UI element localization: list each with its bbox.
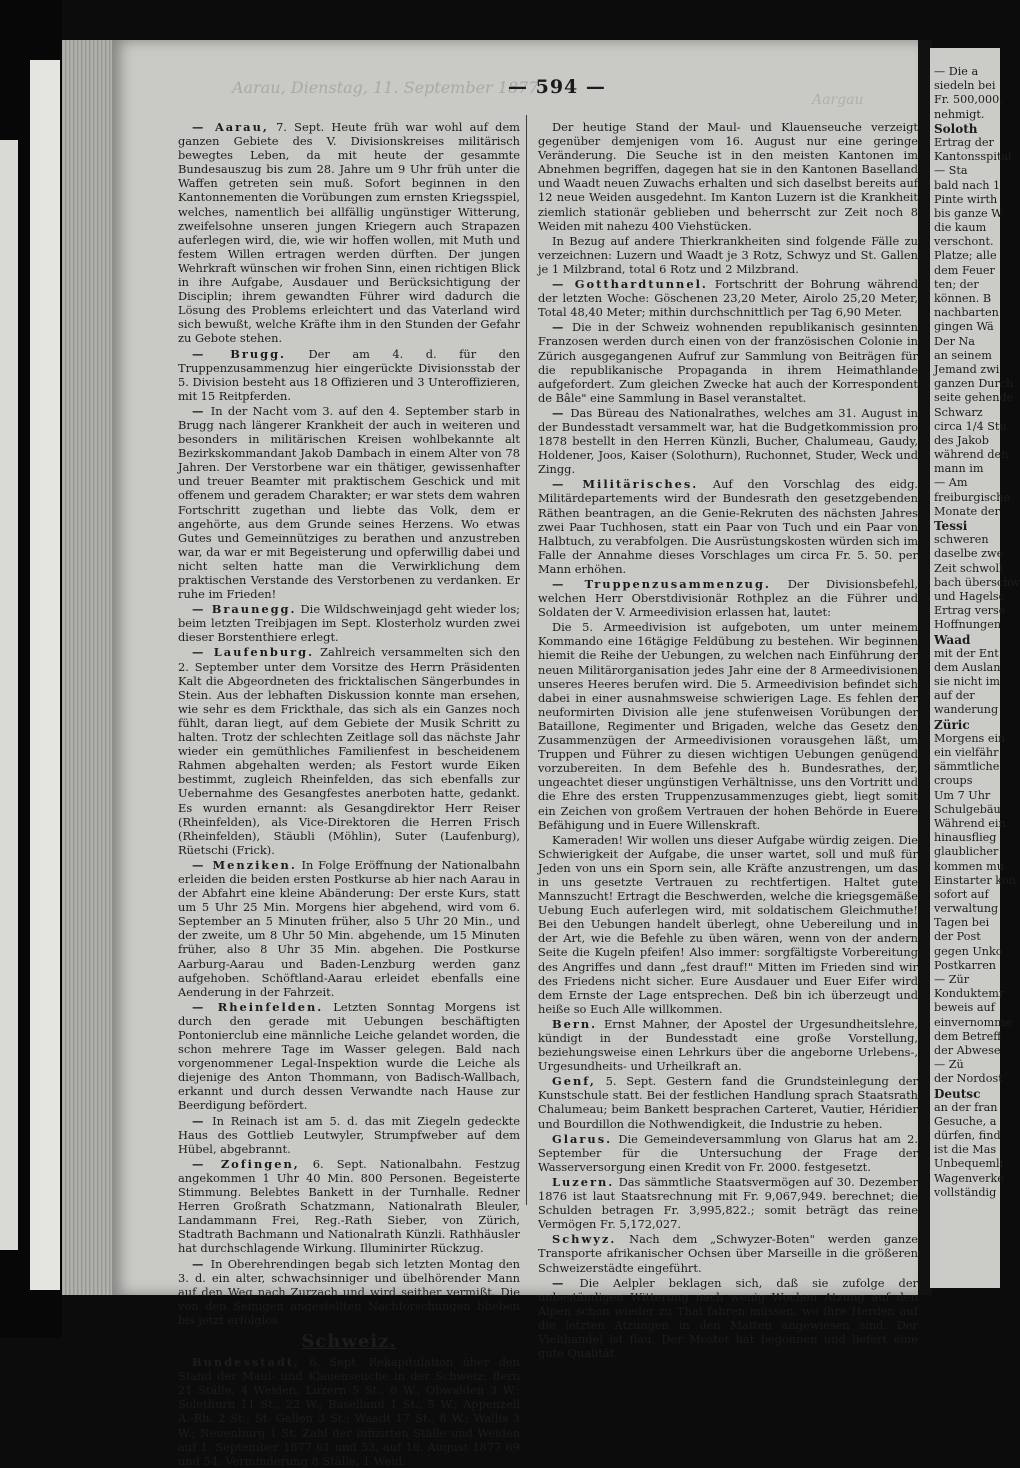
adjacent-line: sofort auf (934, 887, 989, 901)
adjacent-line: Konduktemr (934, 987, 1005, 1001)
adjacent-line: mann im (934, 462, 984, 476)
article-text: Das sämmtliche Staatsvermögen auf 30. Dezember 1876 ist laut Staatsrechnung mit Fr. 9,067,949. berechnet; die Schulden betragen Fr. 3,995,822.; somit beträgt das reine Vermögen Fr. 5,172,027. (538, 1174, 918, 1232)
adjacent-line: an der fran (934, 1100, 998, 1114)
adjacent-line: croups (934, 774, 973, 788)
adjacent-line: beweis auf (934, 1001, 995, 1015)
adjacent-line: — Zür (934, 973, 970, 986)
article-lead: — Laufenburg. (192, 645, 315, 660)
article-text: In Oberehrendingen begab sich letzten Montag den 3. d. ein alter, schwachsinniger und übelhörender Mann auf den Weg nach Zurzach und wird seither vermißt. Die von den Seinigen angestellten Nachforschungen blieben bis jetzt erfolglos. (178, 1256, 520, 1327)
adjacent-line: seite gehende (934, 391, 1014, 405)
article-paragraph (538, 277, 918, 319)
left-column (178, 120, 521, 1468)
adjacent-line: Einstarter kon (934, 873, 1016, 887)
article-lead: Bern. (552, 1016, 598, 1031)
adjacent-line: Jemand zwi (934, 362, 1000, 376)
adjacent-line: Pinte wirth (934, 192, 998, 206)
article-text: Die Aelpler beklagen sich, daß sie zufolge der unbeständigen Witterung nach wenig Wochen Atzung auf den Alpen schon wieder zu Thal fahren müssen, wo ihre Herden auf die letzten Atzungen in den Matten angewiesen sind. Der Viehhandel ist flau. Der Mostet hat begonnen und liefert eine gute Qualität. (538, 1275, 919, 1361)
left-white-edge (0, 140, 18, 1250)
page-number: — 594 — (508, 76, 606, 98)
page-header (112, 70, 920, 110)
article-paragraph (538, 1017, 918, 1073)
article-lead: Genf, (552, 1074, 596, 1089)
article-paragraph (178, 1355, 520, 1468)
adjacent-line: daselbe zwe (934, 547, 1004, 561)
article-paragraph (538, 477, 918, 576)
column-rule (526, 115, 527, 1205)
article-text: 5. Sept. Gestern fand die Grundsteinlegung der Kunstschule statt. Bei der festlichen Handlung sprach Staatsrath Chalumeau; beim Bankett besprachen Carteret, Vautier, Héridier und Bourdillon die Nothwendigkeit, die Industrie zu heben. (538, 1074, 918, 1131)
article-lead: Luzern. (552, 1174, 615, 1189)
article-lead: Schwyz. (552, 1232, 617, 1247)
adjacent-line: Ertrag verse (934, 604, 1006, 618)
article-lead: — (552, 320, 566, 335)
article-paragraph (178, 602, 520, 644)
article-lead: — Braunegg. (192, 602, 297, 617)
right-column (538, 120, 919, 1361)
adjacent-line: gingen Wä (934, 320, 994, 334)
article-text: Letzten Sonntag Morgens ist durch den gerade mit Uebungen beschäftigten Pontonierclub eine männliche Leiche gelandet worden, die schon mehrere Tage im Wasser gelegen. Bald nach vorgenommener Legal-Inspektion wurde die Leiche als diejenige des Anton Thommann, von Badisch-Wallbach, erkannt und durch dessen Verwandte nach Hause zur Beerdigung befördert. (178, 999, 521, 1113)
article-text: 7. Sept. Heute früh war wohl auf dem ganzen Gebiete des V. Divisionskreises militärisch bewegtes Leben, da mit heute der gesammte Bundesauszug bis zum 28. Jahre um 9 Uhr früh unter die Waffen getreten sein muß. Sofort beginnen in den Kantonnementen die Vorübungen zum ernsten Kriegsspiel, welches, namentlich bei allfällig ungünstiger Witterung, zweifelsohne unseren jungen Kriegern auch Strapazen auferlegen wird, die, wie wir hoffen wollen, mit Muth und festem Willen ertragen werden dürften. Der jungen Wehrkraft wünschen wir frohen Sinn, einen richtigen Blick in ihre Aufgabe, Ausdauer und Berücksichtigung der Disciplin; ihrem gewandten Führer wird dadurch die Lösung des Problems erleichtert und das Vaterland wird sich bewußt, welche Kräfte ihm in den Stunden der Gefahr zu Gebote stehen. (178, 120, 520, 346)
adjacent-line: Tagen bei (934, 916, 990, 930)
article-paragraph (178, 1000, 520, 1113)
adjacent-line: schweren (934, 533, 989, 547)
adjacent-line: Unbequemli (934, 1157, 1004, 1171)
article-lead: — Menziken. (192, 857, 297, 872)
page-stack-edges (62, 40, 114, 1295)
article-text: Die in der Schweiz wohnenden republikanisch gesinnten Franzosen werden durch einen von der französischen Colonie in Zürich ausgegangenen Aufruf zur Sammlung von Beiträgen für die republikanische Propaganda in ihrem Heimathlande aufgefordert. Zum gleichen Zwecke hat auch der Korrespondent de Bâle" eine Sammlung in Basel veranstaltet. (538, 320, 918, 405)
adjacent-line: Gesuche, a (934, 1114, 997, 1128)
article-paragraph (178, 1114, 520, 1156)
article-paragraph (178, 347, 520, 403)
adjacent-line: ein vielfähr (934, 746, 999, 759)
article-paragraph (538, 1232, 918, 1274)
adjacent-line: an seinem (934, 348, 992, 362)
article-paragraph (538, 1132, 918, 1174)
adjacent-line: und Hagelsc (934, 589, 1005, 603)
adjacent-page-fragment (930, 48, 1020, 1288)
book-cover-edge (30, 60, 60, 1290)
adjacent-line: — Die a (934, 65, 979, 78)
article-text: Das Büreau des Nationalrathes, welches am 31. August in der Bundesstadt versammelt war, hat die Budgetkommission pro 1878 bestellt in den Herren Künzli, Bucher, Chalumeau, Gaudy, Holdener, Joos, Kaiser (Solothurn), Ruchonnet, Studer, Weck und Zingg. (538, 405, 918, 477)
adjacent-line: Deutsc (934, 1086, 981, 1101)
adjacent-line: Soloth (934, 121, 978, 136)
article-text: In der Nacht vom 3. auf den 4. September starb in Brugg nach längerer Krankheit der auch in weiteren und besonders in militärischen Kreisen wohlbekannte alt Bezirkskommandant Jakob Dambach in einem Alter von 78 Jahren. Der Verstorbene war ein thätiger, gewissenhafter und treuer Beamter mit praktischem Geschick und mit offenem und geradem Charakter; er war stets dem wahren Fortschritt zugethan und liebte das Volk, dem er angehörte, aus dem Grunde seines Herzens. Wo etwas Gutes und Gemeinnütziges zu berathen und anzustreben war, da war er mit Begeisterung und opferwillig dabei und nicht selten hatte man die Verwirklichung dem praktischen Verstande des Verstorbenen zu verdanken. Er ruhe im Frieden! (178, 403, 520, 602)
article-paragraph (538, 120, 918, 233)
article-paragraph (538, 234, 918, 276)
article-paragraph (178, 404, 520, 601)
adjacent-line: Züric (934, 717, 970, 732)
article-paragraph (538, 1175, 918, 1231)
article-text: Zahlreich versammelten sich den 2. September unter dem Vorsitze des Herrn Präsidenten Kalt die Abgeordneten des fricktalischen Sängerbundes in Stein. Aus der lebhaften Diskussion konnte man ersehen, wie sehr es dem Frickthale, das sich als ein Ganzes noch fühlt, daran liegt, auf dem Gebiete der Musik Schritt zu halten. Trotz der schlechten Zeitlage soll das nächste Jahr wieder ein gemüthliches Familienfest in bescheidenem Rahmen abgehalten werden; als Festort wurde Eiken bestimmt, zugleich Rheinfelden, das sich ebenfalls zur Uebernahme des Gesangfestes anerboten hatte, gedankt. Es wurden ernannt: als Gesangdirektor Herr Reiser (Rheinfelden), als Vice-Direktoren die Herren Frisch (Rheinfelden), Stäubli (Möhlin), Suter (Laufenburg), Rüetschi (Frick). (178, 645, 521, 857)
article-paragraph (538, 833, 918, 1016)
adjacent-line: vollständig (934, 1185, 997, 1199)
article-text: Der heutige Stand der Maul- und Klauenseuche verzeigt gegenüber demjenigen vom 16. August nur eine geringe Veränderung. Die Seuche ist in den meisten Kantonen im Abnehmen begriffen, dagegen hat sie in den Kantonen Baselland und Waadt neuen Zuwachs erhalten und sich daselbst bereits auf 12 neue Weiden ausgedehnt. Im Kanton Luzern ist die Krankheit ziemlich stationär geblieben und beherrscht zur Zeit noch 8 Weiden mit nahezu 400 Viehstücken. (538, 120, 918, 233)
adjacent-line: während den (934, 448, 1009, 462)
adjacent-line: Schulgebäu (934, 802, 1001, 816)
adjacent-line: ten; der (934, 277, 979, 291)
article-text: Kameraden! Wir wollen uns dieser Aufgabe würdig zeigen. Die Schwierigkeit der Aufgabe, die unser wartet, soll und muß für Jeden von uns ein Sporn sein, alle Kräfte anzustrengen, um das in uns gesetzte Vertrauen zu rechtfertigen. Haltet gute Mannszucht! Ertragt die Beschwerden, welche die kriegsgemäße Uebung Euch auferlegen wird, mit soldatischem Gleichmuthe! Bei den Uebungen handelt überlegt, ohne Uebereilung und in der Art, wie die Befehle zu üben wären, wenn von der andern Seite die Kugeln pfeifen! Also immer: sorgfältigste Vorbereitung des Angriffes und dann „fest drauf!" Mitten im Frieden sind wir des Friedens nicht sicher. Eure Ausdauer und Euer Eifer wird dem Ernste der Lage entsprechen. Deß bin ich überzeugt und heiße so Euch Alle willkommen. (538, 832, 918, 1016)
article-text: 6. Sept. Rekapitulation über den Stand der Maul- und Klauenseuche in der Schweiz: Bern 21 Ställe, 4 Weiden; Luzern 5 St., 8 W.; Obwalden 3 W.; Solothurn 11 St., 22 W.; Baselland 1 St., 5 W.; Appenzell A.-Rh. 2 St.; St. Gallen 3 St.; Waadt 17 St., 8 W.; Wallis 3 W.; Neuenburg 1 St. Zahl der infizirten Ställe und Weiden auf 1. September 1877 61 und 53, auf 16. August 1877 69 und 54, Verminderung 8 Ställe, 1 Weid. (178, 1355, 520, 1468)
article-lead: — (192, 1256, 206, 1271)
article-lead: — Brugg. (192, 346, 287, 361)
article-text: Die Wildschweinjagd geht wieder los; beim letzten Treibjagen im Sept. Klosterholz wurden zwei dieser Borstenthiere erlegt. (178, 602, 520, 645)
adjacent-line: — Sta (934, 164, 968, 178)
adjacent-line: dem Feuer (934, 263, 995, 277)
article-lead: — Rheinfelden. (192, 999, 324, 1014)
article-text: Der Divisionsbefehl, welchen Herr Oberstdivisionär Rothplez an die Führer und Soldaten der V. Armeedivision erlassen hat, lautet: (538, 577, 918, 620)
article-lead: — (192, 1113, 206, 1128)
adjacent-line: einvernomme (934, 1015, 1012, 1029)
article-lead: — (552, 1275, 566, 1290)
adjacent-line: nachbarten (934, 306, 999, 320)
adjacent-line: — Am (934, 476, 968, 490)
adjacent-line: auf der (934, 689, 975, 703)
article-lead: — Militärisches. (552, 477, 699, 492)
adjacent-column (930, 48, 1020, 1200)
adjacent-line: bald nach 1 (934, 178, 1001, 192)
article-paragraph (538, 1074, 918, 1130)
adjacent-line: Um 7 Uhr (934, 788, 991, 802)
adjacent-line: Fr. 500,000. (934, 93, 1003, 107)
adjacent-line: glaublicher (934, 845, 999, 859)
adjacent-line: hinausflieg (934, 831, 997, 845)
article-lead: — Gotthardtunnel. (552, 277, 708, 292)
article-text: Ernst Mahner, der Apostel der Urgesundheitslehre, kündigt in der Bundesstadt eine große Vorstellung, beziehungsweise einen Lehrkurs über die angeborne Urlebens-, Urgesundheits- und Urheilkraft an. (538, 1016, 919, 1074)
adjacent-line: kommen mu (934, 859, 1004, 873)
adjacent-line: der Nordost (934, 1072, 1003, 1086)
adjacent-line: dürfen, find (934, 1129, 1001, 1143)
article-paragraph (178, 1257, 520, 1327)
article-text: Die Gemeindeversammlung von Glarus hat am 2. September für die Untersuchung der Frage der Wasserversorgung einen Kredit von Fr. 2000. festgesetzt. (538, 1131, 919, 1174)
adjacent-line: siedeln bei (934, 79, 996, 93)
adjacent-line: der Abwese (934, 1043, 1001, 1057)
adjacent-line: freiburgische (934, 490, 1010, 504)
article-text: Auf den Vorschlag des eidg. Militärdepartements wird der Bundesrath den gesetzgebenden Räthen beantragen, an die Genie-Rekruten des nächsten Jahres zwei Paar Tuchhosen, statt ein Paar von Tuch und ein Paar von Halbtuch, zu verabfolgen. Die Ausrüstungskosten würden sich im Falle der Annahme dieses Vorschlages um circa Fr. 5. 50. per Mann erhöhen. (538, 477, 918, 576)
adjacent-line: mit der Ent (934, 646, 999, 660)
adjacent-line: Monate der (934, 504, 1000, 518)
adjacent-line: bis ganze W (934, 206, 1003, 220)
adjacent-line: Hoffnungen (934, 618, 1002, 632)
adjacent-line: gegen Unko (934, 944, 1003, 958)
adjacent-line: sie nicht im (934, 675, 1000, 689)
adjacent-line: die kaum (934, 221, 987, 235)
adjacent-line: ganzen Durch (934, 377, 1014, 391)
adjacent-line: des Jakob (934, 433, 989, 447)
article-lead: Glarus. (552, 1131, 613, 1146)
adjacent-line: Ertrag der (934, 135, 994, 149)
adjacent-line: ist die Mas (934, 1143, 997, 1157)
faint-header-text: Aarau, Dienstag, 11. September 1877 (232, 78, 539, 97)
article-paragraph (178, 645, 520, 856)
adjacent-line: verwaltung (934, 902, 999, 916)
adjacent-line: wanderung (934, 703, 999, 717)
article-paragraph (538, 1276, 918, 1361)
article-lead: — Aarau, (192, 120, 269, 134)
adjacent-line: circa 1/4 Stu (934, 419, 1007, 433)
article-text: In Reinach ist am 5. d. das mit Ziegeln gedeckte Haus des Gottlieb Leutwyler, Strumpfweber auf dem Hübel, abgebrannt. (178, 1113, 520, 1156)
article-lead: — Zofingen, (192, 1156, 300, 1171)
adjacent-line: bach überschw (934, 575, 1020, 589)
article-paragraph (538, 406, 918, 476)
faint-header-right: Aargau (812, 92, 864, 108)
article-paragraph (538, 620, 918, 831)
article-paragraph (178, 1157, 520, 1256)
article-text: In Bezug auf andere Thierkrankheiten sind folgende Fälle zu verzeichnen: Luzern und Waadt je 3 Rotz, Schwyz und St. Gallen je 1 Milzbrand, total 6 Rotz und 2 Milzbrand. (538, 233, 918, 276)
adjacent-line: der Post (934, 930, 981, 944)
adjacent-line: Waad (934, 632, 971, 647)
article-text: Die 5. Armeedivision ist aufgeboten, um unter meinem Kommando eine 16tägige Feldübung zu bestehen. Wir beginnen hiemit die Reihe der Uebungen, zu welchen nach Einführung der neuen Militärorganisation jedes Jahr eine der 8 Armeedivisionen unseres Heeres berufen wird. Die 5. Armeedivision befindet sich dabei in einer ausnahmsweise schwierigen Lage. Es fehlen der neuformirten Division alle jene stufenweisen Vorübungen der Bataillone, Regimenter und Brigaden, welche das Gesetz den Zusammenzügen der Armeedivisionen vorausgehen läßt, um Truppen und Führer zu diesen wichtigen Uebungen genügend vorzubereiten. In dem Befehle des h. Bundesrathes, der, ungeachtet dieser ungünstigen Verhältnisse, uns den Vortritt und die Ehre des ersten Truppenzusammenzuges giebt, liegt somit ein Zeichen von großem Vertrauen der hohen Behörde in Euere Befähigung und in Euere Willenskraft. (538, 620, 918, 832)
article-paragraph (538, 577, 918, 619)
adjacent-line: Morgens ein (934, 731, 1006, 745)
adjacent-line: Wagenverke (934, 1171, 1004, 1185)
article-lead: — (192, 403, 206, 418)
adjacent-line: dem Betreff (934, 1029, 1002, 1043)
adjacent-line: nehmigt. (934, 107, 985, 121)
adjacent-line: Platze; alle (934, 249, 997, 263)
article-paragraph (538, 320, 918, 405)
article-text: In Folge Eröffnung der Nationalbahn erleiden die beiden ersten Postkurse ab hier nach Aarau in der Abfahrt eine kleine Abänderung: Der erste Kurs, statt um 5 Uhr 25 Min. Morgens hier abgehend, wird vom 6. September an 5 Minuten früher, also 5 Uhr 20 Min., und der zweite, um 8 Uhr 50 Min. abgehende, um 15 Minuten früher, also 8 Uhr 35 Min. abgehen. Die Postkurse Aarburg-Aarau und Baden-Lenzburg werden ganz aufgehoben. Schöftland-Aarau erleidet ebenfalls eine Aenderung in der Fahrzeit. (178, 857, 520, 999)
section-heading: Schweiz. (301, 1330, 397, 1352)
adjacent-line: dem Auslan (934, 660, 1001, 674)
adjacent-line: Während ein (934, 816, 1006, 830)
adjacent-line: sämmtliche (934, 760, 1000, 774)
adjacent-line: verschont. (934, 235, 994, 249)
article-text: Nach dem „Schwyzer-Boten" werden ganze Transporte afrikanischer Ochsen über Marseille in die größeren Schweizerstädte eingeführt. (538, 1232, 918, 1275)
article-text: Fortschritt der Bohrung während der letzten Woche: Göschenen 23,20 Meter, Airolo 25,20 Meter, Total 48,40 Meter; mithin durchschnittlich per Tag 6,90 Meter. (538, 277, 919, 320)
adjacent-line: Der Na (934, 334, 975, 348)
article-lead: Bundesstadt, (192, 1355, 301, 1370)
article-text: Der am 4. d. für den Truppenzusammenzug hier eingerückte Divisionsstab der 5. Division besteht aus 18 Offizieren und 3 Unteroffizieren, mit 15 Reitpferden. (178, 346, 520, 403)
adjacent-line: — Zü (934, 1058, 964, 1072)
adjacent-line: Zeit schwoll (934, 561, 1003, 575)
article-text: 6. Sept. Nationalbahn. Festzug angekommen 1 Uhr 40 Min. 800 Personen. Begeisterte Stimmung. Belebtes Bankett in der Turnhalle. Redner Herren Großrath Schatzmann, Nationalrath Bleuler, Landammann Frei, Reg.-Rath Sieber, von Zürich, Stadtrath Bachmann und Nationalrath Künzli. Rathhäusler hat durchschlagende Wirkung. Illuminirter Rückzug. (178, 1156, 520, 1256)
article-lead: — Truppenzusammenzug. (552, 577, 771, 591)
article-paragraph (178, 120, 520, 346)
adjacent-line: Postkarren (934, 958, 997, 972)
adjacent-line: Schwarz (934, 405, 983, 419)
article-paragraph (178, 858, 520, 999)
adjacent-line: Tessi (934, 519, 968, 533)
article-lead: — (552, 405, 566, 420)
adjacent-line: Kantonsspital (934, 150, 1012, 164)
adjacent-line: können. B (934, 292, 992, 305)
